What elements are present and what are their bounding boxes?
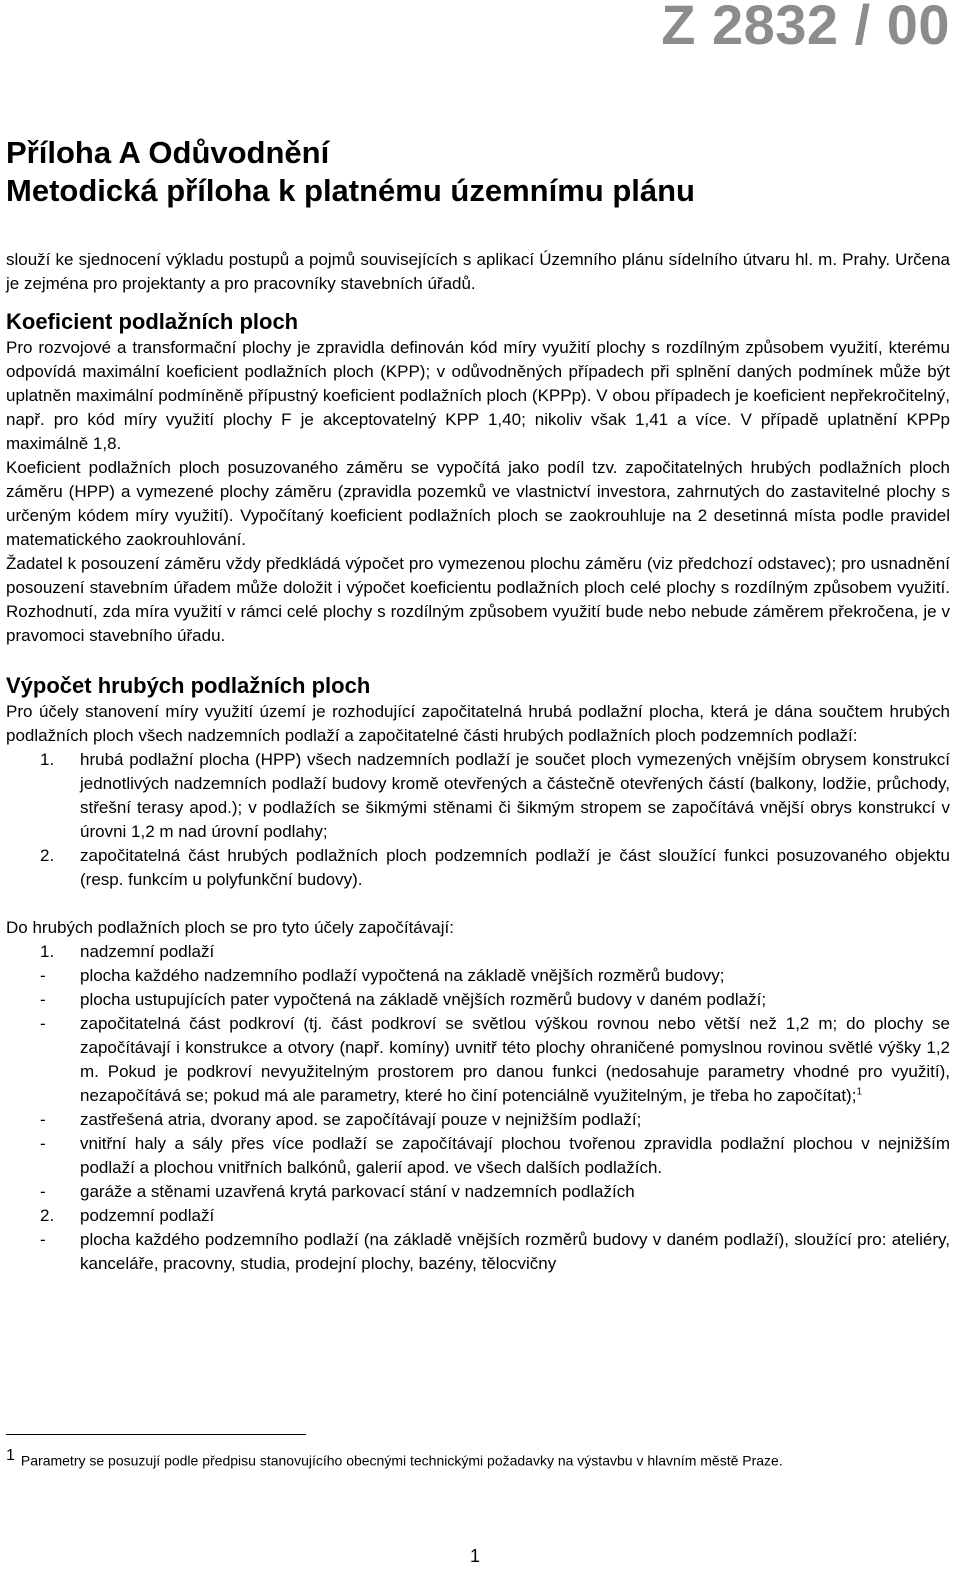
list-item-text: započitatelná část hrubých podlažních ploch podzemních podlaží je část sloužící funkci posuzovaného objektu (resp. funkcím u polyfunkční budovy).: [80, 846, 950, 889]
page-number: 1: [470, 1546, 481, 1566]
title-line-1: Příloha A Odůvodnění: [6, 135, 330, 170]
page-title: [6, 134, 695, 210]
list-marker: -: [40, 990, 46, 1009]
section-heading-koeficient: Koeficient podlažních ploch: [6, 309, 299, 334]
list-item: [6, 1180, 950, 1204]
paragraph: Žadatel k posouzení záměru vždy předkládá výpočet pro vymezenou plochu záměru (viz předchozí odstavec); pro usnadnění posouzení stavebním úřadem může doložit i výpočet koeficientu podlažních ploch celé plochy s rozdílným způsobem využití. Rozhodnutí, zda míra využití v rámci celé plochy s rozdílným způsobem využití bude nebo nebude záměrem překročena, je v pravomoci stavebního úřadu.: [6, 554, 950, 645]
list-item-text-body: započitatelná část podkroví (tj. část podkroví se světlou výškou rovnou nebo větší než 1,2 m; do plochy se započítávají i konstrukce a otvory (např. komíny) uvnitř této plochy ohraničené pomyslnou rovinou světlé výšky 1,2 m. Pokud je podkroví nevyužitelným prostorem pro danou funkci (nedosahuje parametry vhodné pro využití), nezapočítává se; pokud má ale parametry, které ho činí potenciálně využitelným, je třeba ho započítat);: [80, 1014, 950, 1105]
document-body: [6, 248, 950, 1276]
paragraph: Pro účely stanovení míry využití území je rozhodující započitatelná hrubá podlažní plocha, která je dána součtem hrubých podlažních ploch všech nadzemních podlaží a započitatelné části hrubých podlažních ploch podzemních podlaží:: [6, 702, 950, 745]
paragraph: Koeficient podlažních ploch posuzovaného záměru se vypočítá jako podíl tzv. započitatelných hrubých podlažních ploch záměru (HPP) a vymezené plochy záměru (zpravidla pozemků ve vlastnictví investora, zahrnutých do zastavitelné plochy s určeným kódem míry využití). Vypočítaný koeficient podlažních ploch se zaokrouhluje na 2 desetinná místa podle pravidel matematického zaokrouhlování.: [6, 458, 950, 549]
list-item: [6, 1132, 950, 1180]
included-list: [6, 940, 950, 1276]
list-item: [6, 1108, 950, 1132]
footnote-number: 1: [6, 1447, 15, 1464]
list-marker: -: [40, 1182, 46, 1201]
list-item-text: podzemní podlaží: [80, 1206, 215, 1225]
list-marker: 2.: [40, 1206, 55, 1225]
list-item: [6, 1228, 950, 1276]
footnote-reference: 1: [856, 1086, 863, 1098]
list-marker: -: [40, 1014, 46, 1033]
footnote-divider: [6, 1434, 306, 1435]
list-item-text: plocha každého nadzemního podlaží vypočtená na základě vnějších rozměrů budovy;: [80, 966, 725, 985]
list-item: [6, 964, 950, 988]
list-marker: -: [40, 1230, 46, 1249]
list-marker: 2.: [40, 846, 55, 865]
list-marker: 1.: [40, 750, 55, 769]
list-marker: 1.: [40, 942, 55, 961]
list-item-text: plocha každého podzemního podlaží (na základě vnějších rozměrů budovy v daném podlaží), sloužící pro: ateliéry, kanceláře, pracovny, studia, prodejní plochy, bazény, tělocvičny: [80, 1230, 950, 1273]
list-item-text: [80, 1012, 950, 1108]
list-item-text: zastřešená atria, dvorany apod. se započítávají pouze v nejnižším podlaží;: [80, 1110, 642, 1129]
list-item: [6, 1012, 950, 1108]
list-item: [6, 1204, 950, 1228]
list-item-text: vnitřní haly a sály přes více podlaží se započítávají plochou tvořenou zpravidla podlažní plochou v nejnižším podlaží a plochou vnitřních balkónů, galerií apod. ve všech dalších podlažích.: [80, 1134, 950, 1177]
list-marker: -: [40, 966, 46, 985]
list-item: [6, 988, 950, 1012]
list-marker: -: [40, 1110, 46, 1129]
paragraph: Pro rozvojové a transformační plochy je zpravidla definován kód míry využití plochy s rozdílným způsobem využití, kterému odpovídá maximální koeficient podlažních ploch (KPP); v odůvodněných případech při splnění daných podmínek může být uplatněn maximální podmíněně přípustný koeficient podlažních ploch (KPPp). V obou případech je koeficient nepřekročitelný, např. pro kód míry využití plochy F je akceptovatelný KPP 1,40; nikoliv však 1,41 a více. V případě uplatnění KPPp maximálně 1,8.: [6, 338, 950, 453]
paragraph: Do hrubých podlažních ploch se pro tyto účely započítávají:: [6, 918, 454, 937]
list-item-text: hrubá podlažní plocha (HPP) všech nadzemních podlaží je součet ploch vymezených vnějším obrysem konstrukcí jednotlivých nadzemních podlaží budovy kromě otevřených a částečně otevřených částí (balkony, lodžie, průchody, střešní terasy apod.); v podlažích se šikmými stěnami či šikmým stropem se započítává vnější obrys konstrukcí v úrovni 1,2 m nad úrovní podlahy;: [80, 750, 950, 841]
list-item: [6, 844, 950, 892]
list-item-text: nadzemní podlaží: [80, 942, 215, 961]
intro-paragraph: slouží ke sjednocení výkladu postupů a pojmů souvisejících s aplikací Územního plánu sídelního útvaru hl. m. Prahy. Určena je zejména pro projektanty a pro pracovníky stavebních úřadů.: [6, 250, 950, 293]
title-line-2: Metodická příloha k platnému územnímu plánu: [6, 173, 695, 208]
list-item: [6, 940, 950, 964]
footnote: [6, 1446, 783, 1471]
definition-list: [6, 748, 950, 892]
footnote-text: Parametry se posuzují podle předpisu stanovujícího obecnými technickými požadavky na výstavbu v hlavním městě Praze.: [20, 1452, 783, 1469]
list-item: [6, 748, 950, 844]
list-marker: -: [40, 1134, 46, 1153]
list-item-text: garáže a stěnami uzavřená krytá parkovací stání v nadzemních podlažích: [80, 1182, 635, 1201]
list-item-text: plocha ustupujících pater vypočtená na základě vnějších rozměrů budovy v daném podlaží;: [80, 990, 767, 1009]
document-code: Z 2832 / 00: [661, 0, 950, 56]
section-heading-vypocet: Výpočet hrubých podlažních ploch: [6, 673, 371, 698]
